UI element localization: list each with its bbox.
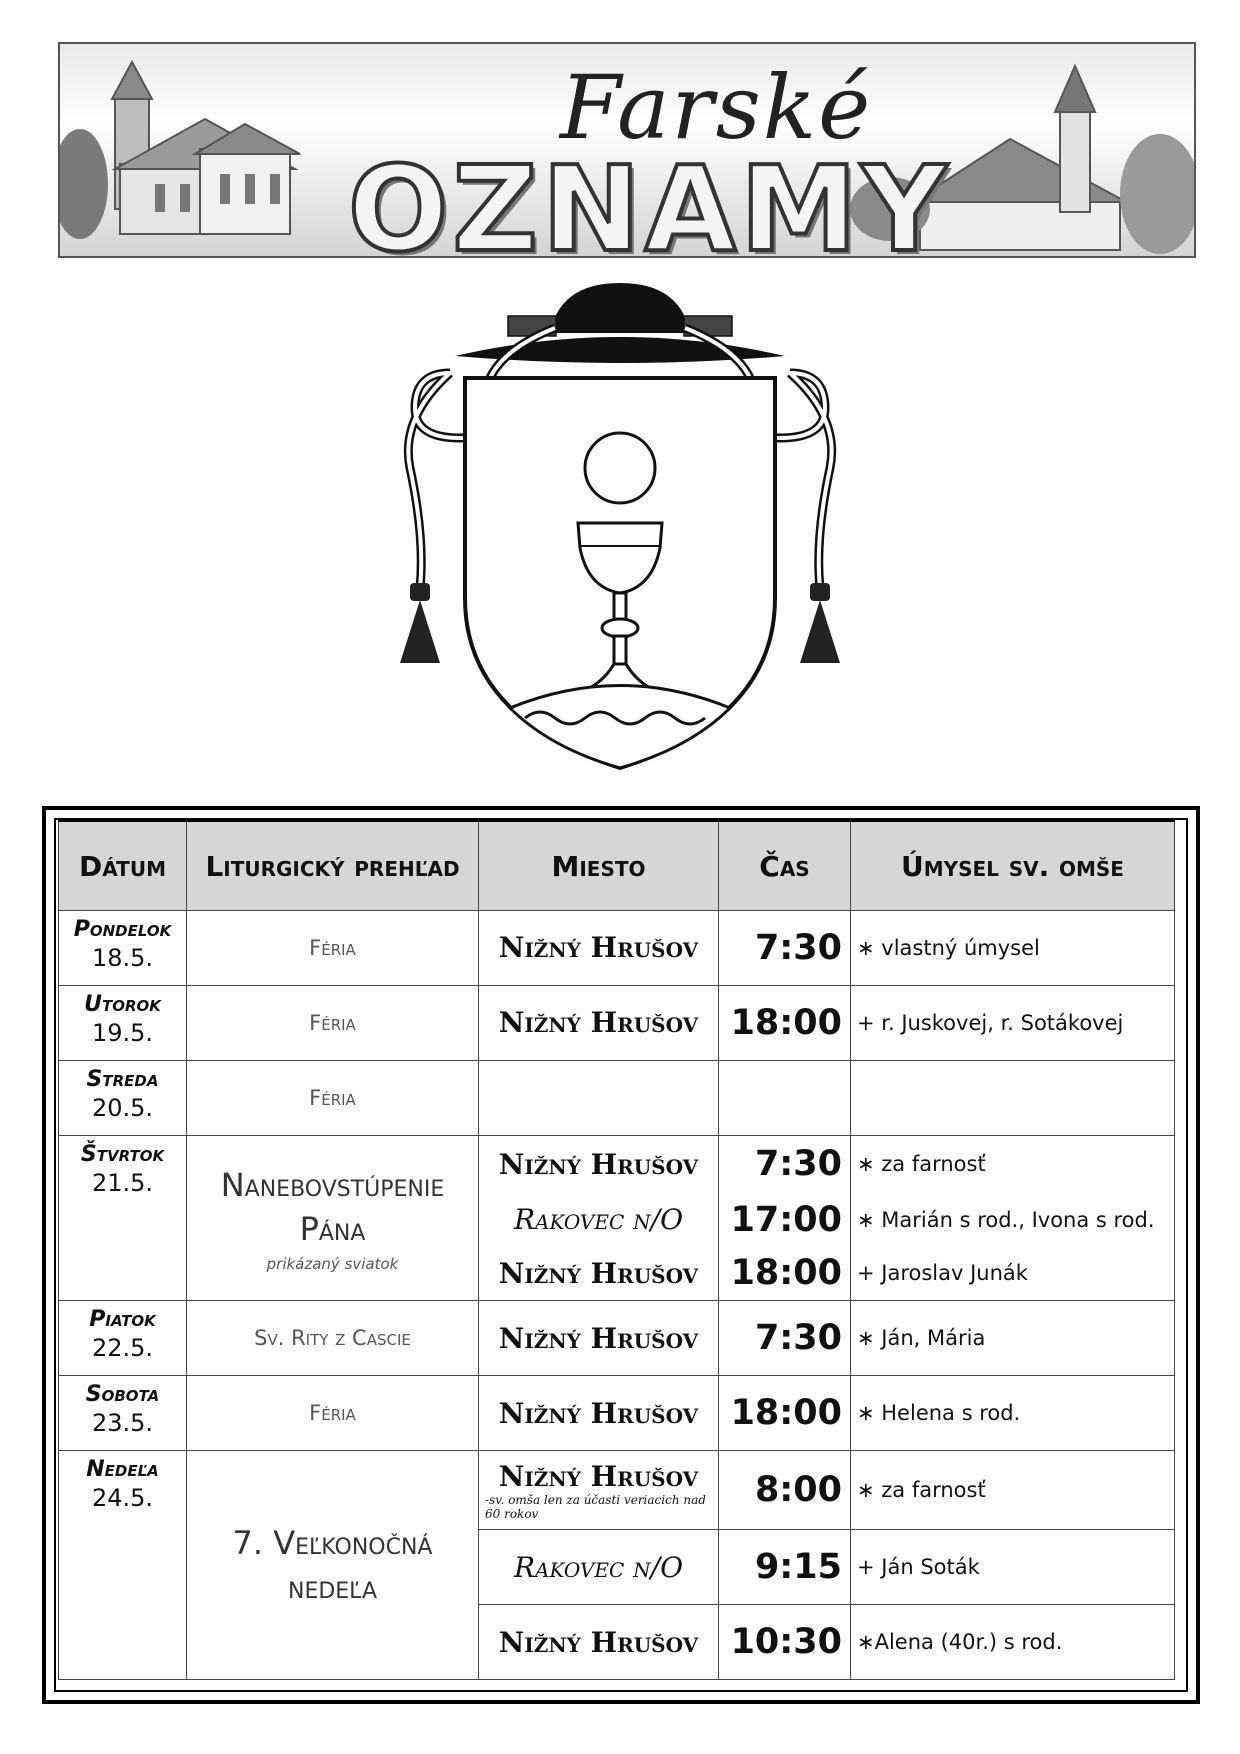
time-cell: 9:15 xyxy=(719,1530,851,1605)
liturgy-cell xyxy=(187,1135,479,1300)
liturgy-cell: Féria xyxy=(187,911,479,986)
liturgy-cell xyxy=(187,1451,479,1680)
place-cell: Nižný Hrušov xyxy=(479,1605,719,1680)
place-cell: Nižný Hrušov xyxy=(479,911,719,986)
day-cell xyxy=(59,1376,187,1451)
place-cell: Nižný Hrušov xyxy=(479,1376,719,1451)
liturgy-cell: Féria xyxy=(187,985,479,1060)
time-cell: 7:30 xyxy=(719,1301,851,1376)
place-cell xyxy=(479,1451,719,1530)
intention-cell: ∗ Marián s rod., Ivona s rod. xyxy=(851,1192,1175,1246)
liturgy-cell: Féria xyxy=(187,1376,479,1451)
day-cell xyxy=(59,985,187,1060)
place-name: Nižný Hrušov xyxy=(498,1459,699,1493)
day-date: 22.5. xyxy=(91,1334,154,1363)
time-cell: 7:30 xyxy=(719,1135,851,1192)
day-date: 19.5. xyxy=(91,1018,154,1047)
day-cell xyxy=(59,911,187,986)
banner-title-farske: Farské xyxy=(560,56,873,159)
mass-schedule-table xyxy=(58,820,1175,1680)
header-time: Čas xyxy=(719,821,851,911)
table-row xyxy=(59,911,1175,986)
day-date: 24.5. xyxy=(91,1484,154,1513)
table-row xyxy=(59,985,1175,1060)
place-cell: Nižný Hrušov xyxy=(479,1247,719,1301)
header-banner xyxy=(58,42,1196,258)
day-date: 18.5. xyxy=(91,944,154,972)
table-row xyxy=(59,1060,1175,1135)
time-cell: 18:00 xyxy=(719,1376,851,1451)
table-row xyxy=(59,1451,1175,1530)
day-date: 23.5. xyxy=(91,1409,154,1438)
header-place: Miesto xyxy=(479,821,719,911)
place-cell: Nižný Hrušov xyxy=(479,1135,719,1192)
day-name: Piatok xyxy=(89,1307,156,1333)
header-date: Dátum xyxy=(59,821,187,911)
day-cell xyxy=(59,1060,187,1135)
time-cell: 18:00 xyxy=(719,985,851,1060)
table-row xyxy=(59,1135,1175,1192)
place-cell: Nižný Hrušov xyxy=(479,1301,719,1376)
day-date: 20.5. xyxy=(91,1093,154,1122)
intention-cell: + Jaroslav Junák xyxy=(851,1247,1175,1301)
intention-cell: ∗Alena (40r.) s rod. xyxy=(851,1605,1175,1680)
table-row xyxy=(59,1376,1175,1451)
liturgy-cell: Sv. Rity z Cascie xyxy=(187,1301,479,1376)
header-liturgy: Liturgický prehľad xyxy=(187,821,479,911)
intention-cell: ∗ vlastný úmysel xyxy=(851,911,1175,986)
time-cell: 8:00 xyxy=(719,1451,851,1530)
place-cell: Nižný Hrušov xyxy=(479,985,719,1060)
intention-cell xyxy=(851,1060,1175,1135)
day-name: Sobota xyxy=(85,1382,160,1408)
day-date: 21.5. xyxy=(91,1168,154,1197)
liturgy-sunday-line1: 7. Veľkonočná xyxy=(232,1524,433,1563)
time-cell: 7:30 xyxy=(719,911,851,986)
day-name: Štvrtok xyxy=(80,1141,165,1167)
intention-cell: ∗ Helena s rod. xyxy=(851,1376,1175,1451)
banner-title-oznamy: OZNAMY xyxy=(348,140,951,258)
intention-cell: ∗ za farnosť xyxy=(851,1451,1175,1530)
day-name: Pondelok xyxy=(73,917,172,942)
day-name: Streda xyxy=(86,1066,159,1092)
table-row xyxy=(59,1301,1175,1376)
coat-of-arms-emblem xyxy=(390,278,850,778)
intention-cell: ∗ za farnosť xyxy=(851,1135,1175,1192)
place-cell: Rakovec n/O xyxy=(479,1192,719,1246)
liturgy-feast-name: Nanebovstúpenie Pána xyxy=(220,1165,445,1248)
intention-cell: ∗ Ján, Mária xyxy=(851,1301,1175,1376)
day-cell xyxy=(59,1301,187,1376)
day-cell xyxy=(59,1135,187,1300)
liturgy-sunday-line2: nedeľa xyxy=(287,1568,377,1607)
time-cell xyxy=(719,1060,851,1135)
liturgy-note: prikázaný sviatok xyxy=(266,1254,399,1273)
day-cell xyxy=(59,1451,187,1680)
time-cell: 10:30 xyxy=(719,1605,851,1680)
time-cell: 17:00 xyxy=(719,1192,851,1246)
time-cell: 18:00 xyxy=(719,1247,851,1301)
place-note: -sv. omša len za účasti veriacich nad 60 rokov xyxy=(485,1492,706,1521)
intention-cell: + r. Juskovej, r. Sotákovej xyxy=(851,985,1175,1060)
intention-cell: + Ján Soták xyxy=(851,1530,1175,1605)
place-cell xyxy=(479,1060,719,1135)
place-cell: Rakovec n/O xyxy=(479,1530,719,1605)
day-name: Nedeľa xyxy=(86,1457,159,1483)
table-header-row xyxy=(59,821,1175,911)
liturgy-cell: Féria xyxy=(187,1060,479,1135)
header-intention: Úmysel sv. omše xyxy=(851,821,1175,911)
day-name: Utorok xyxy=(84,991,161,1017)
